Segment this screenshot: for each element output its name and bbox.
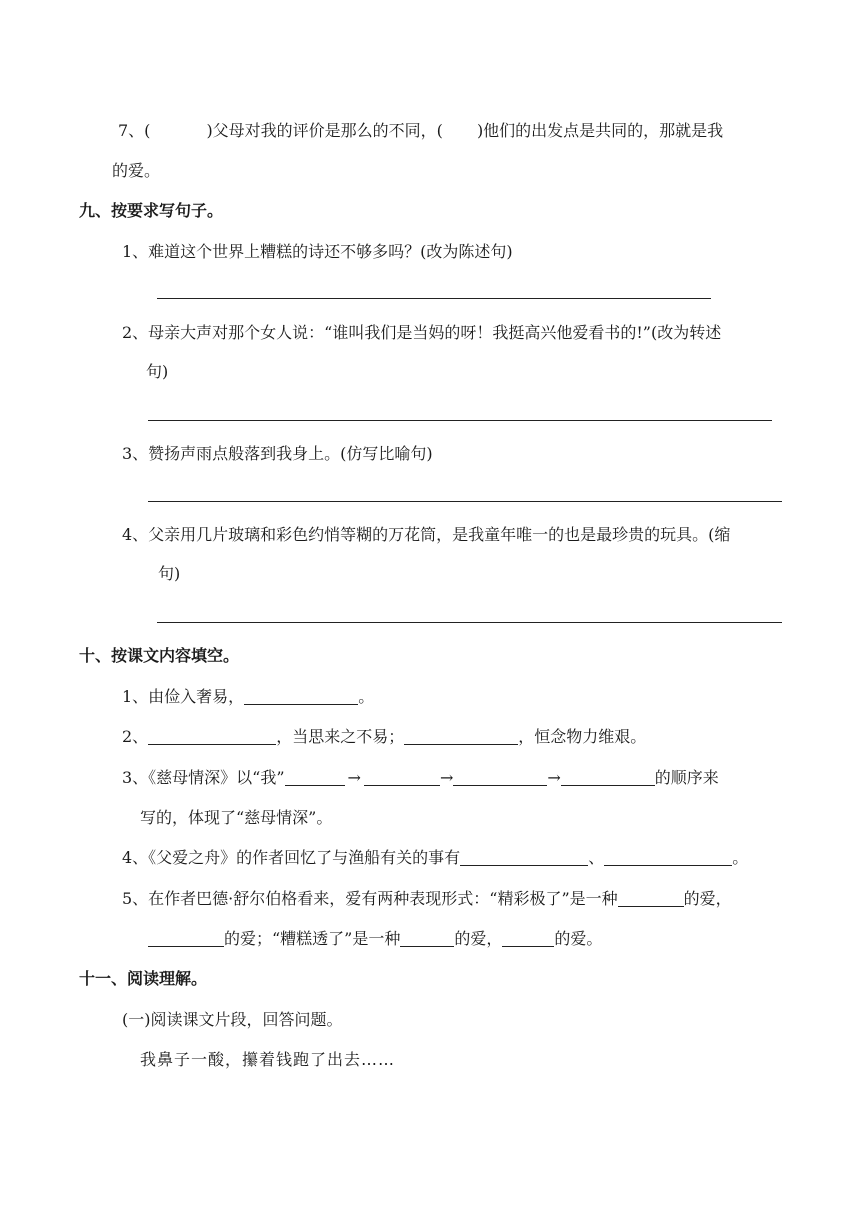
s11-passage: 我鼻子一酸，攥着钱跑了出去…… — [140, 1050, 396, 1069]
s9-answer-line-1[interactable] — [157, 298, 711, 299]
q7-prefix: 7、( — [118, 121, 151, 140]
s9-answer-line-3[interactable] — [148, 501, 782, 502]
s10-item-1-text: 1、由俭入奢易， — [122, 687, 245, 706]
s9-item-2-cont: 句) — [146, 362, 169, 381]
s11-subheading: (一)阅读课文片段，回答问题。 — [122, 1010, 343, 1029]
s10-item-5-mid: 的爱， — [683, 889, 732, 908]
s10-item-5 — [122, 889, 732, 909]
q7-middle: )父母对我的评价是那么的不同，( — [206, 121, 443, 140]
s10-item-4-end: 。 — [732, 848, 749, 867]
section-9-heading: 九、按要求写句子。 — [79, 201, 224, 220]
s10-item-3-end: 的顺序来 — [654, 768, 719, 787]
s10-item-2-end: ，恒念物力维艰。 — [518, 727, 647, 746]
s10-item-2-blank-2[interactable] — [404, 728, 518, 745]
s10-item-1 — [122, 687, 374, 707]
s10-item-5-blank-4[interactable] — [502, 930, 554, 947]
s10-item-3-text: 3、《慈母情深》以“我” — [122, 768, 285, 787]
q7-end: )他们的出发点是共同的，那就是我 — [476, 121, 724, 140]
s10-item-4 — [122, 848, 748, 868]
s10-item-4-blank-2[interactable] — [604, 849, 732, 866]
s10-item-3 — [122, 768, 719, 788]
arrow-icon: → — [439, 768, 454, 787]
arrow-icon: → — [347, 768, 361, 787]
s9-answer-line-4[interactable] — [157, 622, 782, 623]
s9-item-1: 1、难道这个世界上糟糕的诗还不够多吗？(改为陈述句) — [122, 242, 513, 261]
s10-item-2-mid: ，当思来之不易； — [276, 727, 405, 746]
section-11-heading: 十一、阅读理解。 — [79, 969, 208, 988]
section-10-heading: 十、按课文内容填空。 — [79, 646, 240, 665]
s10-item-3-cont: 写的，体现了“慈母情深”。 — [140, 808, 333, 827]
s10-item-2-blank-1[interactable] — [148, 728, 276, 745]
s10-item-5-text: 5、在作者巴德·舒尔伯格看来，爱有两种表现形式：“精彩极了”是一种 — [122, 889, 618, 908]
s10-item-3-blank-4[interactable] — [561, 769, 655, 786]
s10-item-5-mid2: 的爱；“糟糕透了”是一种 — [224, 929, 401, 948]
arrow-icon: → — [547, 768, 561, 787]
s10-item-2-num: 2、 — [122, 727, 149, 746]
s10-item-5-blank-1[interactable] — [618, 890, 684, 907]
s10-item-3-blank-1[interactable] — [285, 769, 345, 786]
s9-answer-line-2[interactable] — [148, 420, 772, 421]
s10-item-1-blank[interactable] — [244, 688, 358, 705]
s10-item-5-mid3: 的爱， — [454, 929, 503, 948]
s10-item-2 — [122, 727, 646, 747]
s10-item-5-blank-3[interactable] — [400, 930, 454, 947]
s9-item-2: 2、母亲大声对那个女人说：“谁叫我们是当妈的呀！我挺高兴他爱看书的!”(改为转述 — [122, 323, 722, 342]
q7-line2: 的爱。 — [112, 161, 161, 180]
s10-item-4-blank-1[interactable] — [460, 849, 588, 866]
s10-item-4-text: 4、《父爱之舟》的作者回忆了与渔船有关的事有 — [122, 848, 461, 867]
s9-item-3: 3、赞扬声雨点般落到我身上。(仿写比喻句) — [122, 444, 433, 463]
s9-item-4: 4、父亲用几片玻璃和彩色约悄等糊的万花筒，是我童年唯一的也是最珍贵的玩具。(缩 — [122, 525, 731, 544]
q7-line1 — [118, 121, 723, 141]
s10-item-3-blank-3[interactable] — [453, 769, 547, 786]
s10-item-1-end: 。 — [358, 687, 375, 706]
s10-item-5-cont — [148, 929, 602, 949]
s10-item-4-sep: 、 — [588, 848, 605, 867]
s10-item-5-blank-2[interactable] — [148, 930, 224, 947]
s10-item-3-blank-2[interactable] — [364, 769, 440, 786]
s9-item-4-cont: 句) — [158, 564, 181, 583]
s10-item-5-end: 的爱。 — [554, 929, 603, 948]
